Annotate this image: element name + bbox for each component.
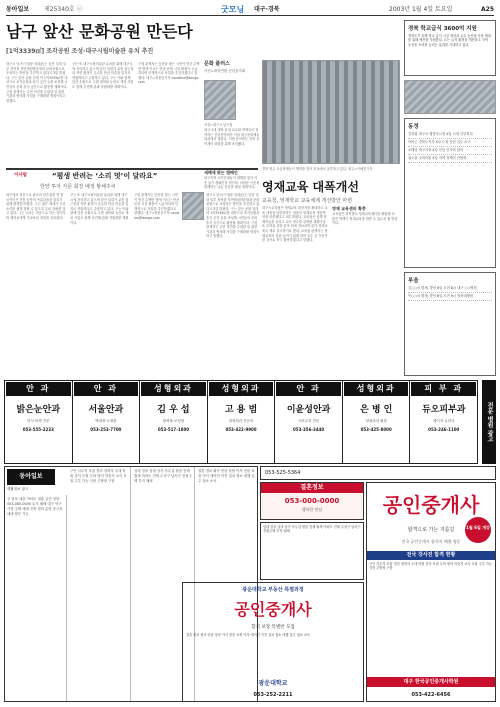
issue-number: 제25340호 ⓔ [44,6,83,13]
ad-phone: 053-422-9900 [225,427,257,432]
academy-list: 구인 사무직 모집 경리 경력자 우대 학원 강사 모집 수학 영어 학습지 교사 모집 주부 가능 식당 주방장 구함 [369,562,492,571]
main-headline-block [6,20,316,55]
essay-portrait [182,192,204,220]
story2-headline: 영재교육 대폭개선 [262,180,359,194]
story2-sub-body: 교육청은 지역별로 영재교육센터를 확충해 더 많은 학생이 영재교육을 받을 수 있도록 할 방침이다. [332,212,398,226]
page-number: A25 [481,6,494,13]
ad-category: 안 과 [276,382,341,396]
univ-phone: 053-252-2211 [253,692,293,698]
side-news-title: 경북 학교급식 3600억 지원 [408,26,477,32]
story2-body: 대구시교육청은 영재교육 대상자를 확대하고 교육 내용을 다양화하는 내용의 영재교육 개선방안을 마련했다고 3일 밝혔다. 교육청은 올해 영재학급을 늘리고 교사 연수를 강화할 계획이다. 또 수학과 과학 분야 외에 정보과학 분야 영재교육도 새로 실시하기로 했다. 교육청 관계자는 영재교육의 질을 높이기 위해 대학 교수 등 전문가를 강사로 적극 활용하겠다고 말했다. [262,206,328,243]
ad-clinic-name: 이윤성안과 [286,405,331,415]
academy-title: 공인중개사 [382,493,480,517]
classified-col: 구인 사무직 모집 경리 경력자 우대 학원 강사 모집 수학 영어 학습지 교사 모집 주부 가능 식당 주방장 구함 [68,467,131,701]
ad-info: 쌍꺼풀·코성형 [162,419,185,423]
ad-category: 피 부 과 [411,382,476,396]
classroom-caption: 경북 영주 초등학생들이 방학을 맞아 학교에서 공부하고 있다. 영주=이혜진기자 [262,167,373,171]
people-box [404,118,496,268]
academy-list-title: 전국 강사진 합격 현황 [367,551,495,560]
essay-body-4: 대구시 남구(구청장 임대윤)는 앞산 일대 일부 지역을 자연체험학습장과 문화공원으로 조성하는 방안을 추진하고 있다고 3일 밝혔다. 구는 앞산 공원 일대 약 1억3339㎡를 대상으로 조각공원과 휴식 공간 등을 조성해 시민들의 문화 휴식 공간으로 활용할 계획이다. 구청 관계자는 주민 의견을 수렴한 뒤 관련 기관과 협의해 사업을 구체화할 방침이라고 말했다. [206,193,260,239]
main-body-col3: 구청 관계자는 앞산을 찾는 시민이 연간 수백만 명에 이르는 만큼 문화 시설 확충이 시급하다며 단계적으로 사업을 추진하겠다고 말했다. 대구=정용균기자 cavatina@donga.com [138,62,200,85]
academy-footer: 대구 한국공인중개사학원 [367,677,495,687]
wedding-ad[interactable] [260,482,364,520]
obituary-item: 김○○씨 별세, 발인 6일 오전 8시 대구 ○○병원 [408,286,492,293]
university-ad[interactable] [182,582,364,702]
essay-author: 한양 투자 자문 회장 배정 황해주씨 [40,184,116,190]
ad-cell[interactable] [208,381,276,463]
people-item: 조해녕 대구시장 4일 신년 인사회 참석 [408,148,492,155]
story2-subhead: 교육청, 영재학교 교육체계 개선방안 마련 [262,198,353,204]
classroom-photo [262,60,400,164]
essay-title: “평생 반려는 ‘소리 멋’이 달라요” [52,172,158,180]
culture-label: 문화 플러스 [204,61,230,67]
ad-category: 성형외과 [141,382,206,396]
ad-cell[interactable] [343,381,411,463]
wedding-title: 결혼정보 [261,483,363,493]
academy-phone: 053-422-6456 [411,692,451,698]
ad-info: 성형외과 원장 [365,419,387,423]
classifieds-logo: 동아일보 [7,469,55,485]
ad-info: 백내장·녹내장 [95,419,117,423]
culture-sub-body: 대구지역 시민단체들이 새해를 맞아 이웃 돕기 캠페인을 벌인다. 어려운 이웃과 함께하는 나눔 운동을 펼칠 계획이다. [204,176,260,190]
univ-school: 광운대학교 [258,680,288,687]
ad-cell[interactable] [140,381,208,463]
portrait-caption: 사진=대구시 남구청 [204,123,233,127]
ad-category: 성형외과 [209,382,274,396]
wedding-phone: 053-000-0000 [284,497,340,505]
ad-phone: 053-253-7700 [90,427,122,432]
side-news-body: 경북도가 올해 학교 급식 시설 개선과 우수 농산물 사용 확대를 위해 예산을 지원한다. 도는 급식 환경을 개선하고 지역 농산물 소비를 늘리는 효과를 기대하고 있다. [408,34,492,47]
ad-category: 안 과 [6,382,71,396]
ad-info: 성형외과 전문의 [228,419,254,423]
side-photo [404,80,496,114]
univ-body: 결혼 정보 회사 만남 상담 이사 전문 포장 이사 에어컨 이전 설치 청소 대행 입주 청소 소독 [186,633,310,637]
ad-category: 안 과 [74,382,139,396]
paper-name: 동아일보 [6,6,30,13]
section-brand: 굿모닝 [221,5,245,14]
obituary-title: 부음 [408,278,419,284]
ad-clinic-name: 서울안과 [88,405,124,415]
ad-side-banner: 전문 병원 광고 [482,380,496,464]
hospital-ad-row [4,380,478,464]
portrait-photo [204,80,236,120]
side-news-box [404,20,496,76]
ad-phone: 053-517-1800 [157,427,190,432]
ad-clinic-name: 은 병 인 [360,405,393,415]
ad-phone: 053-356-3440 [293,427,325,432]
ad-category: 성형외과 [344,382,409,396]
main-body-col2: 구는 또 대구시립미술관 유치를 위해 대구시에 건의하고 있으며 앞산 일대가 교통 접근성과 자연 환경이 우수한 만큼 미술관 입지로 적합하다고 주장하고 있다. 구는 이와 함께 앞산 순환도로 주변 정비와 등산로 개선 사업도 함께 추진해 관광 자원화할 계획이다. [72,62,134,89]
academy-ad[interactable] [366,482,496,702]
essay-body-1: 대구에서 처음으로 판소리 전수관을 연 한 국악인은 전통 음악의 아름다움을 알리기 위해 평생을 바쳤다. 그는 젊은 세대가 우리 소리를 쉽게 접할 수 있도록 무료 강좌를 열고 있다. 그는 소리는 마음으로 하는 것이라며 제자들에게 기교보다 정성을 강조한다. [6,193,66,220]
wedding-sub: 행복한 만남 [301,507,323,512]
people-title: 동정 [408,124,419,130]
univ-title: 공인중개사 [234,600,312,619]
ad-cell[interactable] [410,381,477,463]
essay-label: 이사람 [14,173,28,178]
ad-cell[interactable] [5,381,73,463]
essay-body-2: 구는 또 대구시립미술관 유치를 위해 대구시에 건의하고 있으며 앞산 일대가 교통 접근성과 자연 환경이 우수한 만큼 미술관 입지로 적합하다고 주장하고 있다. 구는 이와 함께 앞산 순환도로 주변 정비와 등산로 개선 사업도 함께 추진해 관광 자원화할 계획이다. [70,193,129,225]
obituary-box [404,272,496,376]
phone-band [260,466,496,480]
ad-clinic-name: 밝은눈안과 [16,405,61,415]
main-body-col1: 대구시 남구(구청장 임대윤)는 앞산 일대 일부 지역을 자연체험학습장과 문화공원으로 조성하는 방안을 추진하고 있다고 3일 밝혔다. 구는 앞산 공원 일대 약 1억3339㎡를 대상으로 조각공원과 휴식 공간 등을 조성해 시민들의 문화 휴식 공간으로 활용할 계획이다. 구청 관계자는 주민 의견을 수렴한 뒤 관련 기관과 협의해 사업을 구체화할 방침이라고 말했다. [6,62,68,103]
ad-cell[interactable] [275,381,343,463]
section-region: 대구·경북 [254,6,280,13]
obituary-item: 이○○씨 별세, 발인 6일 오전 9시 경북대병원 [408,294,492,301]
ad-clinic-name: 김 우 섭 [157,405,190,415]
culture-subtitle: 새해에 맞는 캠페인 [204,170,238,175]
univ-sub: 합격 보장 특별반 모집 [251,625,295,630]
classified-col: 주 담보 대출 아파트 대출 급전 상담 053-000-0000 토지 매매 대구 북구 가정 주택 매매 신축 빌라 분양 중고차 매매 할부 가능 [5,495,67,701]
univ-top: 광운대학교 부동산 특별과정 [242,587,304,593]
culture-body: 대구시내 대학 음대 교수와 학생들이 참여하는 신년음악회가 이달 대구문화예술회관에서 열린다. 이번 음악회는 지역 음악계의 화합을 위해 마련됐다. [204,128,260,146]
academy-sub: 합격으로 가는 지름길 [407,527,455,533]
classified-col: 임대 점포 임대 상가 사무실 원룸 전세 월세 아파트 전세 수성구 달서구 전원주택 부지 매매 [132,467,195,701]
essay-rule [6,168,258,170]
ad-info: 시력교정 전문 [297,419,320,423]
essay-body-3: 구청 관계자는 앞산을 찾는 시민이 연간 수백만 명에 이르는 만큼 문화 시설 확충이 시급하다며 단계적으로 사업을 추진하겠다고 말했다. 대구=정용균기자 cavatina@donga.com [134,193,180,220]
masthead [6,4,494,16]
story2-subtitle: 영재 교육센터 확충 [332,206,366,211]
ad-phone: 053-246-1100 [428,427,460,432]
academy-note: 전국 공인중개사 합격자 배출 명문 [401,539,461,544]
culture-sub: 사진=대학연합 신년음악회 [204,69,246,73]
classified-col: 결혼 정보 회사 만남 상담 이사 전문 포장 이사 에어컨 이전 설치 청소 대행 입주 청소 소독 [198,469,255,483]
people-item: 김창섭 대구시 행정부시장 4일 시청 간부회의 [408,132,492,139]
ad-info: 레이저 클리닉 [433,419,455,423]
main-subhead: [1억3339㎡] 조각공원 조성·대구시립미술관 유치 추진 [6,48,154,55]
issue-date: 2003년 1월 4일 토요일 [389,6,453,13]
listing-box: 임대 점포 임대 상가 사무실 원룸 전세 월세 아파트 전세 수성구 달서구 전원주택 부지 매매 [260,522,364,580]
ad-phone: 053-425-8000 [360,427,392,432]
people-item: 이의근 경북도지사 4일 도청 신년 업무 보고 [408,140,492,147]
main-headline: 남구 앞산 문화공원 만든다 [6,22,193,41]
phone-band-number: 053-525-5364 [265,470,301,476]
academy-badge: 1월 6일 개강 [465,517,491,543]
ad-clinic-name: 고 용 범 [224,405,258,415]
classifieds-sub: 생활정보 광고 [7,487,29,491]
people-item: 권오을 국회의원 4일 지역 경제인 간담회 [408,156,492,163]
ad-clinic-name: 듀오피부과 [422,405,466,415]
ad-cell[interactable] [73,381,141,463]
ad-info: 라식·라섹 전문 [27,419,50,423]
ad-phone: 053-555-2233 [22,427,54,432]
